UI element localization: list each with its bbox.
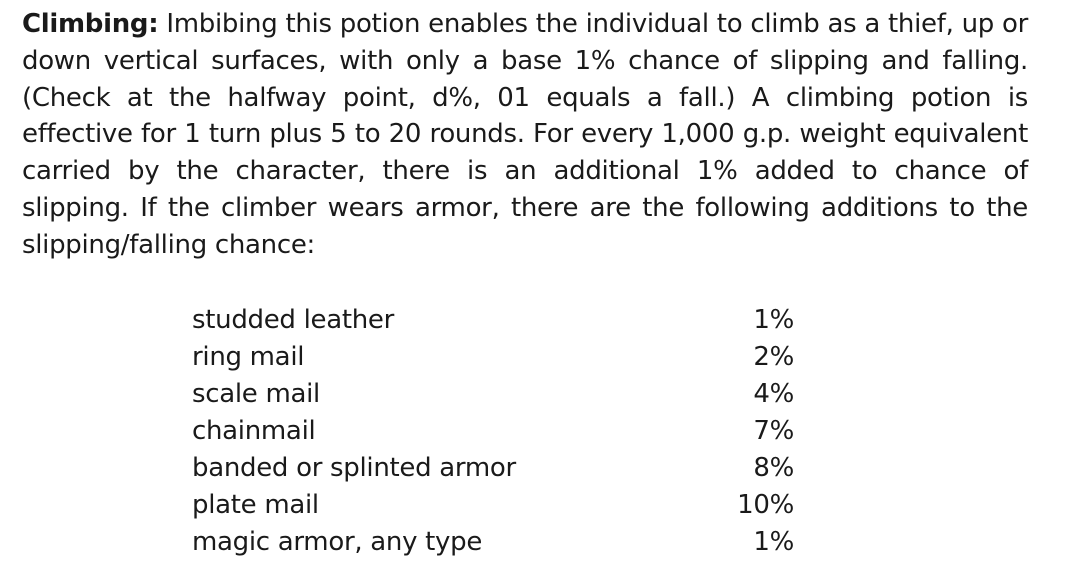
slip-chance: 10% xyxy=(737,490,794,520)
slip-chance: 8% xyxy=(753,453,794,483)
table-row xyxy=(192,450,794,487)
entry-body-text: Imbibing this potion enables the individual to climb as a thief, up or down vertical surfaces, with only a base 1% chance of slipping and falling. (Check at the halfway point, d%, 01 equals a fall.) A climbing potion is effective for 1 turn plus 5 to 20 rounds. For every 1,000 g.p. weight equivalent carried by the character, there is an additional 1% added to chance of slipping. If the climber wears armor, there are the following additions to the slipping/falling chance: xyxy=(22,9,1028,260)
entry-heading: Climbing: xyxy=(22,9,159,39)
armor-type: chainmail xyxy=(192,416,316,446)
armor-type: scale mail xyxy=(192,379,320,409)
slip-chance: 7% xyxy=(753,416,794,446)
armor-type: ring mail xyxy=(192,342,305,372)
slip-chance: 1% xyxy=(753,305,794,335)
table-row xyxy=(192,524,794,561)
potion-description xyxy=(22,6,1028,264)
table-row xyxy=(192,376,794,413)
table-row xyxy=(192,302,794,339)
slip-chance: 1% xyxy=(753,527,794,557)
table-row xyxy=(192,413,794,450)
armor-type: banded or splinted armor xyxy=(192,453,516,483)
armor-type: plate mail xyxy=(192,490,319,520)
armor-type: magic armor, any type xyxy=(192,527,483,557)
armor-slip-chance-table xyxy=(192,302,794,561)
slip-chance: 2% xyxy=(753,342,794,372)
slip-chance: 4% xyxy=(753,379,794,409)
armor-type: studded leather xyxy=(192,305,395,335)
table-row xyxy=(192,339,794,376)
table-row xyxy=(192,487,794,524)
